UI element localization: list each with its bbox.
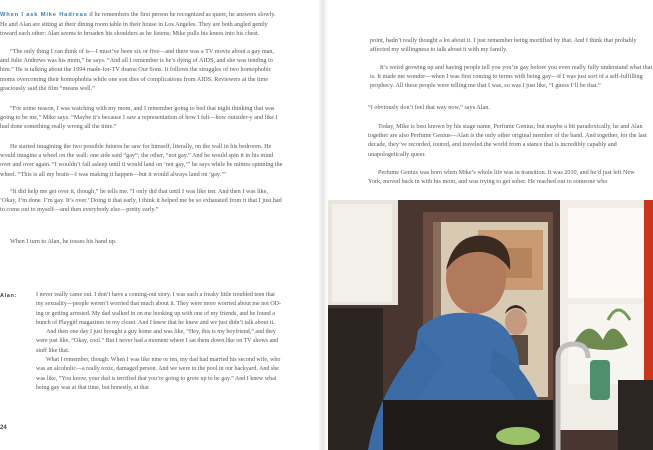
- answer-paragraph-2: And then one day I just brought a guy home and was like, “Hey, this is my boyfriend,” and they were just like, “Okay, cool.” But I never had a moment where I sat them down like on TV shows and stuff like that.: [36, 329, 279, 354]
- right-paragraph-3: Perfume Genius was born when Mike’s whole life was in transition. It was 2010, and he’d just left New York, moved back in with his mom, and was trying to get sober. He reached out to someone who: [368, 169, 635, 186]
- lead-in: When I ask Mike Hadreas: [0, 12, 88, 18]
- paragraph-4: He started imagining the two possible futures he saw for himself, literally, on the wall in his bedroom. He would imagine a wheel on the wall: one side said “gay”; the other, “not gay.” And he would spin it in his mind over and over again. “I wouldn’t fall asleep until it would land on ‘not gay,’” he says while he mimes spinning the wheel. “This is all my brain—I was making it happen—but it would always land on ‘gay.’”: [0, 143, 283, 178]
- continued-answer-1: point, hadn’t really thought a lot about it. I just remember being mortified by that. And I think that probably affected my willingness to talk about it with my family.: [370, 37, 637, 54]
- right-paragraph-2: Today, Mike is best known by his stage name, Perfume Genius; but maybe a bit paradoxically, he and Alan together are also Perfume Genius—Alan is the only other original member of the band. And together, for the last decade, they’ve recorded, toured, and traveled the world from a stance that is incredibly capably and unapologetically queer.: [368, 123, 647, 158]
- answer-paragraph-1: I never really came out. I don’t have a coming-out story. I was such a freaky little troubled teen that my sexuality—people weren’t worried that much about it. They were more worried about me not OD-ing or getting arrested. My dad walked in on me hooking up with one of my friends, and he found a bunch of Playgirl magazines in my closet. And I knew that he knew and we just didn’t talk about it.: [36, 292, 282, 326]
- left-page: [0, 0, 318, 450]
- right-page: [328, 0, 653, 450]
- page-number: 24: [0, 425, 7, 431]
- right-paragraph-1: “I obviously don’t feel that way now,” says Alan.: [368, 104, 490, 111]
- kitchen-photograph: [328, 200, 653, 450]
- paragraph-5: “It did help me get over it, though,” he tells me. “I only did that until I was like ten. And then I was like, ‘Okay, I’m done. I’m gay. It’s over.’ Doing it that early, I think it helped me be so exhausted from it that I just had to come out to myself—and then everybody else—pretty early.”: [0, 188, 282, 214]
- continued-answer-2: It’s weird growing up and having people tell you you’re gay before you even really fully understand what that is. It made me wonder—when I was first coming to terms with being gay—if I was just sort of a self-fulfilling prophecy. All these people were telling me that I was, so was I just like, “I guess I’ll be that.”: [370, 64, 653, 90]
- kitchen-photo-illustration: [328, 200, 653, 450]
- speaker-label: Alan:: [0, 293, 17, 299]
- opening-paragraph-text: if he remembers the first person he recognized as queer, he answers slowly. He and Alan are sitting at their dining room table in their house in Los Angeles. They are both angled gently toward each other: Alan seems to broaden his shoulders as he listens; Mike pulls his knees into his chest.: [0, 11, 276, 38]
- speaker-answer: [36, 291, 282, 393]
- answer-paragraph-3: What I remember, though: When I was like nine or ten, my dad had married his second wife, who was an alcoholic—a really toxic, damaged person. And we were in the pool in our backyard. And she was like, “You know, your dad is terrified that you’re going to grow up to be gay.” And I knew what being gay was at that time, but honestly, at that: [36, 357, 281, 391]
- book-gutter: [318, 0, 328, 450]
- opening-paragraph: [0, 10, 283, 39]
- paragraph-3: “For some reason, I was watching with my mom, and I remember going to bed that night thinking that was going to be me,” Mike says. “Maybe it’s because I saw a representation of how I felt—how outsider-y and like I had done something really wrong all the time.”: [0, 105, 278, 131]
- paragraph-6: When I turn to Alan, he tosses his hand up.: [10, 238, 117, 245]
- bowl: [496, 427, 540, 445]
- paragraph-2: “The only thing I can think of is—I must’ve been six or five—and there was a TV movie about a gay man, and Julie Andrews was his mom,” he says. “And all I remember is he’s dying of AIDS, and she was tending to him.” He is talking about the 1994 made-for-TV drama Our Sons. It follows the struggles of two homophobic moms overcoming their homophobia while one son dies of complications from AIDS. Reviewers at the time graciously said the film “means well.”: [0, 48, 275, 92]
